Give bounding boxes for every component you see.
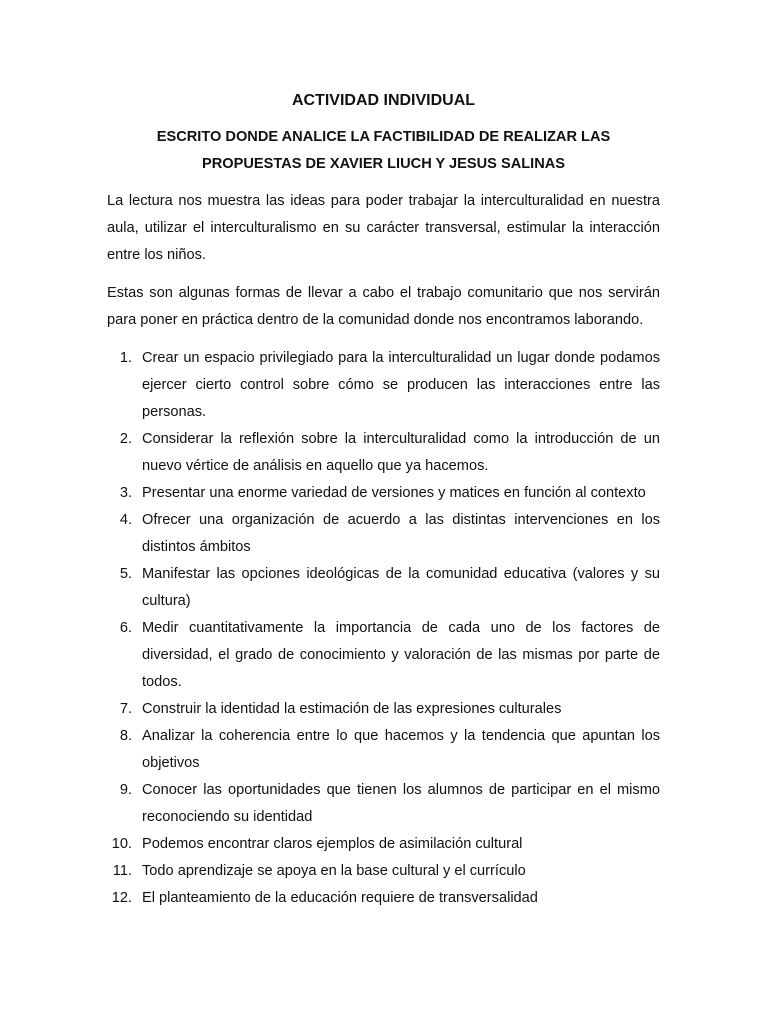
second-paragraph: Estas son algunas formas de llevar a cabo el trabajo comunitario que nos servirán para poner en práctica dentro de la comunidad donde nos encontramos laborando. [107, 285, 660, 328]
list-item-number: 12. [111, 890, 132, 906]
list-item-text: El planteamiento de la educación requiere de transversalidad [142, 890, 538, 906]
list-item-text: Podemos encontrar claros ejemplos de asimilación cultural [142, 836, 523, 852]
list-item-number: 10. [111, 836, 132, 852]
list-item-number: 7. [119, 701, 132, 717]
list-item-number: 2. [119, 431, 132, 447]
document-page [107, 88, 660, 912]
list-item [107, 426, 660, 480]
list-item-text: Presentar una enorme variedad de versiones y matices en función al contexto [142, 485, 646, 501]
list-item [107, 723, 660, 777]
list-item [107, 561, 660, 615]
subtitle-line-2: PROPUESTAS DE XAVIER LIUCH Y JESUS SALINAS [201, 156, 566, 172]
list-item-text: Crear un espacio privilegiado para la interculturalidad un lugar donde podamos ejercer cierto control sobre cómo se producen las interacciones entre las personas. [142, 350, 660, 420]
list-item-number: 3. [119, 485, 132, 501]
proposals-list [107, 345, 660, 912]
list-item [107, 480, 660, 507]
subtitle-line-1: ESCRITO DONDE ANALICE LA FACTIBILIDAD DE REALIZAR LAS [156, 129, 611, 145]
list-item [107, 777, 660, 831]
list-item [107, 885, 660, 912]
document-subtitle [107, 124, 660, 178]
list-item-number: 1. [119, 350, 132, 366]
list-item-text: Construir la identidad la estimación de las expresiones culturales [142, 701, 562, 717]
list-item-number: 8. [119, 728, 132, 744]
list-item [107, 696, 660, 723]
list-item [107, 831, 660, 858]
list-item-number: 6. [119, 620, 132, 636]
document-title: ACTIVIDAD INDIVIDUAL [291, 92, 476, 109]
list-item-text: Todo aprendizaje se apoya en la base cultural y el currículo [142, 863, 526, 879]
list-item [107, 507, 660, 561]
list-item-number: 11. [112, 863, 132, 879]
intro-paragraph: La lectura nos muestra las ideas para poder trabajar la interculturalidad en nuestra aula, utilizar el interculturalismo en su carácter transversal, estimular la interacción entre los niños. [107, 193, 660, 263]
list-item-text: Manifestar las opciones ideológicas de la comunidad educativa (valores y su cultura) [142, 566, 660, 609]
list-item-number: 9. [119, 782, 132, 798]
list-item-text: Ofrecer una organización de acuerdo a las distintas intervenciones en los distintos ámbitos [142, 512, 660, 555]
list-item-number: 5. [119, 566, 132, 582]
list-item [107, 345, 660, 426]
list-item-text: Analizar la coherencia entre lo que hacemos y la tendencia que apuntan los objetivos [142, 728, 660, 771]
list-item-text: Medir cuantitativamente la importancia de cada uno de los factores de diversidad, el grado de conocimiento y valoración de las mismas por parte de todos. [142, 620, 660, 690]
list-item-text: Conocer las oportunidades que tienen los alumnos de participar en el mismo reconociendo su identidad [142, 782, 660, 825]
list-item-text: Considerar la reflexión sobre la interculturalidad como la introducción de un nuevo vértice de análisis en aquello que ya hacemos. [142, 431, 660, 474]
list-item [107, 858, 660, 885]
list-item-number: 4. [119, 512, 132, 528]
list-item [107, 615, 660, 696]
